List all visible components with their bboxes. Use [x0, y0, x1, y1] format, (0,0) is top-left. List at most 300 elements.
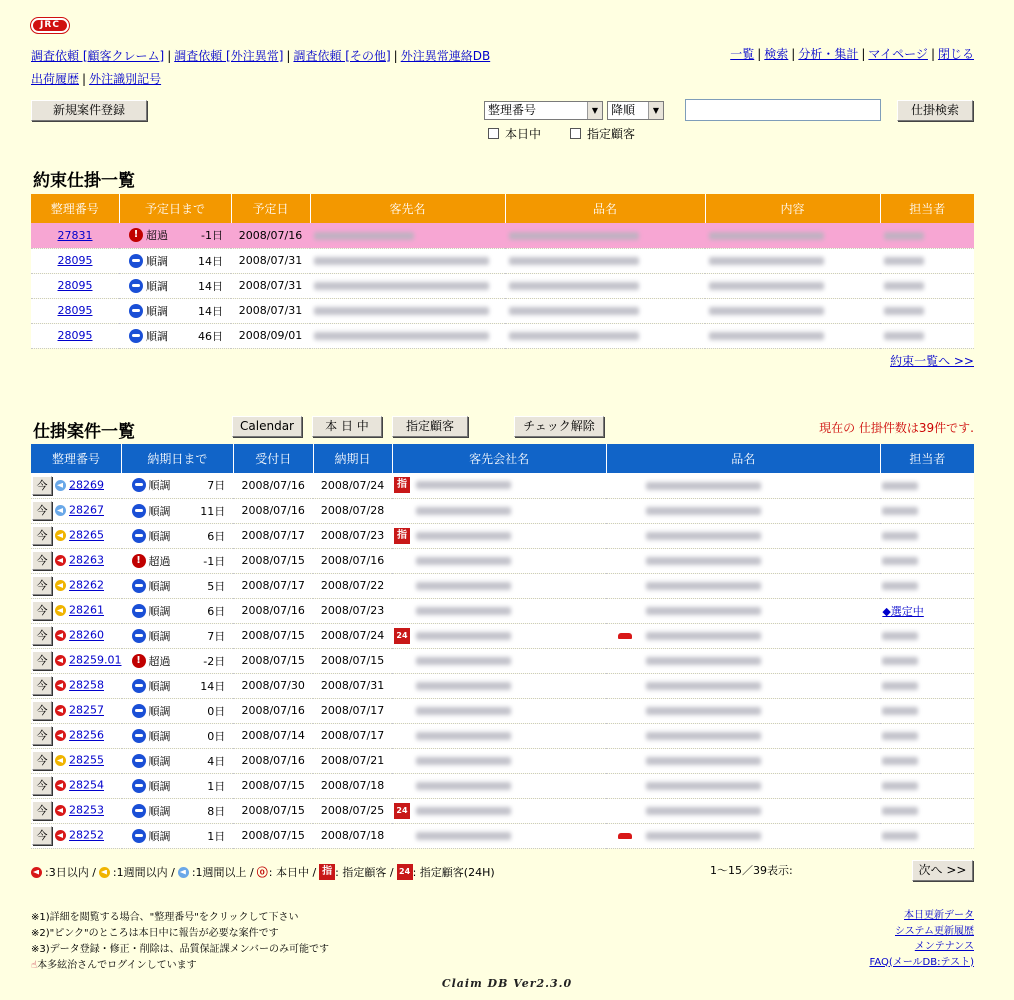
case-id-link[interactable]: 28260 — [69, 628, 104, 642]
sort-order-select[interactable] — [607, 101, 664, 120]
wip-row — [31, 698, 974, 723]
days-left: 7日 — [207, 479, 226, 493]
redacted-text — [884, 257, 924, 265]
status-text: 順調 — [148, 729, 171, 743]
jrc-logo: JRC — [31, 18, 69, 33]
note-2: ※2)"ピンク"のところは本日中に報告が必要な案件です — [31, 928, 279, 939]
redacted-text — [884, 307, 924, 315]
next-page-button[interactable]: 次へ >> — [912, 860, 973, 881]
status-text: 順調 — [148, 779, 171, 793]
redacted-text — [416, 707, 511, 715]
nav-link-customer-claim[interactable]: 調査依頼 [顧客クレーム] — [31, 49, 165, 63]
status-cell — [132, 653, 234, 669]
status-text: 順調 — [148, 679, 171, 693]
case-id-link[interactable]: 28095 — [57, 254, 93, 267]
calendar-button[interactable]: Calendar — [232, 416, 302, 437]
redacted-text — [882, 632, 918, 640]
status-text: 順調 — [148, 529, 171, 543]
redacted-text — [882, 832, 918, 840]
col-header: 予定日まで — [119, 194, 231, 223]
car-icon — [618, 633, 632, 639]
case-id-link[interactable]: 28095 — [57, 304, 93, 317]
nav-link-outsource-abnormal[interactable]: 調査依頼 [外注異常] — [174, 49, 284, 63]
days-left: 14日 — [200, 679, 226, 693]
system-history-link[interactable]: システム更新履歴 — [895, 925, 974, 937]
nav-link-shipping-history[interactable]: 出荷履歴 — [31, 72, 80, 86]
nav-link-outsource-db[interactable]: 外注異常連絡DB — [400, 49, 491, 63]
status-text: 順調 — [148, 604, 171, 618]
priority-icon — [55, 730, 66, 741]
redacted-text — [709, 282, 824, 290]
wip-header-row — [31, 444, 974, 473]
promise-row — [31, 248, 974, 273]
note-3: ※3)データ登録・修正・削除は、品質保証課メンバーのみ可能です — [31, 944, 329, 955]
due-date: 2008/07/23 — [313, 523, 392, 548]
overdue-icon: ! — [129, 228, 143, 242]
sort-order-value: 降順 — [611, 103, 636, 117]
legend-today-text: : 本日中 / — [268, 866, 317, 879]
uncheck-button[interactable]: チェック解除 — [514, 416, 604, 437]
redacted-text — [314, 282, 489, 290]
col-header: 内容 — [705, 194, 880, 223]
redacted-text — [882, 782, 918, 790]
status-cell — [132, 528, 234, 544]
days-left: 6日 — [207, 529, 226, 543]
designated-customer-24h-icon: 24 — [397, 864, 413, 880]
redacted-text — [709, 232, 824, 240]
case-id-link[interactable]: 28265 — [69, 528, 104, 542]
redacted-text — [509, 257, 639, 265]
status-cell — [132, 828, 234, 844]
checkbox-box[interactable] — [488, 128, 499, 139]
on-track-icon — [132, 704, 146, 718]
now-button[interactable]: 今 — [32, 501, 52, 520]
wip-row — [31, 473, 974, 498]
col-header: 品名 — [606, 444, 880, 473]
designated-customer-icon: 指 — [319, 864, 335, 880]
redacted-text — [884, 282, 924, 290]
redacted-text — [416, 782, 511, 790]
now-button[interactable]: 今 — [32, 626, 52, 645]
promise-row — [31, 223, 974, 248]
now-button[interactable]: 今 — [32, 826, 52, 845]
nav-link-other[interactable]: 調査依頼 [その他] — [293, 49, 391, 63]
on-track-icon — [129, 329, 143, 343]
redacted-text — [416, 682, 511, 690]
status-cell — [132, 728, 234, 744]
red-priority-icon — [31, 867, 42, 878]
case-id-link[interactable]: 28258 — [69, 678, 104, 692]
case-id-link[interactable]: 28252 — [69, 828, 104, 842]
promise-row — [31, 323, 974, 348]
blue-priority-icon — [178, 867, 189, 878]
promise-list-more-link[interactable]: 約束一覧へ >> — [890, 354, 974, 368]
wip-table — [31, 444, 974, 849]
priority-icon — [55, 505, 66, 516]
yellow-priority-icon — [99, 867, 110, 878]
login-status: 本多絃治さんでログインしています — [37, 960, 197, 971]
wip-search-button[interactable]: 仕掛検索 — [897, 100, 973, 121]
on-track-icon — [132, 579, 146, 593]
days-left: 14日 — [198, 254, 223, 268]
redacted-text — [314, 307, 489, 315]
redacted-text — [416, 757, 511, 765]
status-cell — [132, 553, 234, 569]
on-track-icon — [132, 754, 146, 768]
redacted-text — [646, 632, 761, 640]
received-date: 2008/07/30 — [233, 673, 313, 698]
due-date: 2008/07/16 — [313, 548, 392, 573]
status-text: 順調 — [148, 804, 171, 818]
redacted-text — [416, 657, 511, 665]
redacted-text — [646, 507, 761, 515]
received-date: 2008/07/16 — [233, 698, 313, 723]
col-header: 予定日 — [231, 194, 310, 223]
redacted-text — [646, 757, 761, 765]
wip-row — [31, 623, 974, 648]
case-id-link[interactable]: 28269 — [69, 478, 104, 492]
nav-link-close[interactable]: 閉じる — [937, 47, 974, 61]
case-id-link[interactable]: 28259.01 — [69, 653, 122, 667]
on-track-icon — [132, 604, 146, 618]
redacted-text — [709, 332, 824, 340]
received-date: 2008/07/17 — [233, 523, 313, 548]
status-text: 順調 — [148, 504, 171, 518]
priority-icon — [55, 555, 66, 566]
case-id-link[interactable]: 28253 — [69, 803, 104, 817]
days-left: 6日 — [207, 604, 226, 618]
received-date: 2008/07/15 — [233, 648, 313, 673]
case-id-link[interactable]: 28267 — [69, 503, 104, 517]
nav-link-outsource-code[interactable]: 外注識別記号 — [89, 72, 162, 86]
case-id-link[interactable]: 28254 — [69, 778, 104, 792]
status-cell — [129, 328, 231, 344]
redacted-text — [882, 732, 918, 740]
status-cell — [132, 628, 234, 644]
wip-row — [31, 823, 974, 848]
received-date: 2008/07/16 — [233, 473, 313, 498]
promise-row — [31, 273, 974, 298]
planned-date: 2008/07/16 — [231, 223, 310, 248]
on-track-icon — [132, 829, 146, 843]
wip-row — [31, 573, 974, 598]
days-left: 7日 — [207, 629, 226, 643]
priority-icon — [55, 830, 66, 841]
case-id-link[interactable]: 28255 — [69, 753, 104, 767]
designated-customer-24h-icon: 24 — [394, 803, 410, 819]
redacted-text — [416, 557, 511, 565]
now-button[interactable]: 今 — [32, 726, 52, 745]
redacted-text — [646, 582, 761, 590]
wip-row — [31, 648, 974, 673]
received-date: 2008/07/15 — [233, 798, 313, 823]
search-field-select[interactable] — [484, 101, 603, 120]
top-nav-right: 一覧 | 検索 | 分析・集計 | マイページ | 閉じる — [730, 47, 974, 61]
wip-row — [31, 748, 974, 773]
due-date: 2008/07/24 — [313, 473, 392, 498]
days-left: -2日 — [203, 654, 226, 668]
case-id-link[interactable]: 27831 — [57, 228, 93, 242]
planned-date: 2008/09/01 — [231, 323, 310, 348]
status-cell — [129, 253, 231, 269]
status-text: 順調 — [146, 279, 168, 293]
days-left: 11日 — [200, 504, 226, 518]
on-track-icon — [132, 679, 146, 693]
redacted-text — [646, 482, 761, 490]
faq-link[interactable]: FAQ(メールDB:テスト) — [869, 956, 974, 968]
status-cell — [132, 503, 234, 519]
col-header: 納期日 — [313, 444, 392, 473]
now-button[interactable]: 今 — [32, 801, 52, 820]
planned-date: 2008/07/31 — [231, 248, 310, 273]
now-button[interactable]: 今 — [32, 476, 52, 495]
nav-link-list[interactable]: 一覧 — [730, 47, 755, 61]
redacted-text — [882, 532, 918, 540]
days-left: -1日 — [203, 554, 226, 568]
redacted-text — [646, 557, 761, 565]
now-button[interactable]: 今 — [32, 701, 52, 720]
on-track-icon — [132, 504, 146, 518]
days-left: 46日 — [198, 329, 223, 343]
now-button[interactable]: 今 — [32, 676, 52, 695]
redacted-text — [314, 232, 414, 240]
promise-row — [31, 298, 974, 323]
due-date: 2008/07/23 — [313, 598, 392, 623]
legend-customer-text: : 指定顧客 / — [335, 866, 394, 879]
due-date: 2008/07/21 — [313, 748, 392, 773]
col-header: 担当者 — [880, 194, 974, 223]
priority-icon — [55, 705, 66, 716]
due-date: 2008/07/25 — [313, 798, 392, 823]
redacted-text — [882, 507, 918, 515]
redacted-text — [646, 832, 761, 840]
redacted-text — [884, 232, 924, 240]
redacted-text — [416, 807, 511, 815]
now-button[interactable]: 今 — [32, 551, 52, 570]
redacted-text — [882, 807, 918, 815]
now-button[interactable]: 今 — [32, 751, 52, 770]
now-button[interactable]: 今 — [32, 601, 52, 620]
redacted-text — [882, 557, 918, 565]
nav-link-search[interactable]: 検索 — [764, 47, 789, 61]
case-id-link[interactable]: 28256 — [69, 728, 104, 742]
priority-icon — [55, 680, 66, 691]
case-id-link[interactable]: 28262 — [69, 578, 104, 592]
redacted-text — [882, 757, 918, 765]
status-text: 順調 — [148, 579, 171, 593]
checkbox-box[interactable] — [570, 128, 581, 139]
customer-filter-button[interactable]: 指定顧客 — [392, 416, 468, 437]
status-text: 順調 — [148, 629, 171, 643]
due-date: 2008/07/24 — [313, 623, 392, 648]
priority-icon — [55, 530, 66, 541]
on-track-icon — [132, 729, 146, 743]
status-cell — [132, 578, 234, 594]
nav-link-mypage[interactable]: マイページ — [868, 47, 928, 61]
wip-row — [31, 723, 974, 748]
case-id-link[interactable]: 28261 — [69, 603, 104, 617]
today-alarm-icon: ⓞ — [256, 866, 268, 879]
legend — [31, 864, 495, 880]
assignee-link[interactable]: ◆選定中 — [882, 604, 924, 618]
status-text: 順調 — [148, 829, 171, 843]
chevron-down-icon: ▼ — [587, 102, 602, 119]
on-track-icon — [132, 478, 146, 492]
nav-link-analysis[interactable]: 分析・集計 — [798, 47, 859, 61]
redacted-text — [416, 832, 511, 840]
due-date: 2008/07/18 — [313, 773, 392, 798]
legend-customer24-text: : 指定顧客(24H) — [412, 866, 495, 879]
redacted-text — [416, 607, 511, 615]
on-track-icon — [129, 254, 143, 268]
days-left: 4日 — [207, 754, 226, 768]
now-button[interactable]: 今 — [32, 576, 52, 595]
promise-table — [31, 194, 974, 349]
redacted-text — [646, 807, 761, 815]
priority-icon — [55, 580, 66, 591]
due-date: 2008/07/17 — [313, 723, 392, 748]
status-text: 順調 — [148, 704, 171, 718]
due-date: 2008/07/17 — [313, 698, 392, 723]
status-cell — [132, 703, 234, 719]
redacted-text — [416, 632, 511, 640]
days-left: 14日 — [198, 304, 223, 318]
now-button[interactable]: 今 — [32, 651, 52, 670]
redacted-text — [882, 482, 918, 490]
status-cell — [129, 303, 231, 319]
customer-checkbox[interactable] — [570, 125, 635, 142]
redacted-text — [646, 682, 761, 690]
days-left: 8日 — [207, 804, 226, 818]
received-date: 2008/07/17 — [233, 573, 313, 598]
redacted-text — [509, 282, 639, 290]
received-date: 2008/07/16 — [233, 598, 313, 623]
search-input[interactable] — [685, 99, 881, 121]
redacted-text — [314, 257, 489, 265]
col-header: 客先会社名 — [392, 444, 606, 473]
on-track-icon — [129, 304, 143, 318]
now-button[interactable]: 今 — [32, 776, 52, 795]
redacted-text — [646, 707, 761, 715]
paging-text: 1～15／39表示: — [710, 864, 793, 877]
maintenance-link[interactable]: メンテナンス — [914, 941, 974, 952]
due-date: 2008/07/15 — [313, 648, 392, 673]
redacted-text — [646, 732, 761, 740]
today-checkbox-label: 本日中 — [505, 127, 542, 141]
redacted-text — [709, 307, 824, 315]
days-left: 0日 — [207, 704, 226, 718]
chevron-down-icon: ▼ — [648, 102, 663, 119]
status-text: 順調 — [148, 479, 171, 493]
wip-row — [31, 498, 974, 523]
status-cell — [132, 778, 234, 794]
status-cell — [132, 603, 234, 619]
redacted-text — [416, 481, 511, 489]
col-header: 納期日まで — [122, 444, 234, 473]
col-header: 品名 — [505, 194, 705, 223]
on-track-icon — [132, 529, 146, 543]
priority-icon — [55, 630, 66, 641]
wip-row — [31, 548, 974, 573]
status-cell — [132, 477, 234, 493]
days-left: 1日 — [207, 779, 226, 793]
version-footer: Claim DB Ver2.3.0 — [441, 977, 573, 990]
wip-list-title: 仕掛案件一覧 — [33, 422, 135, 442]
promise-list-title: 約束仕掛一覧 — [33, 171, 135, 191]
received-date: 2008/07/16 — [233, 748, 313, 773]
today-checkbox[interactable] — [488, 125, 541, 142]
priority-icon — [55, 655, 66, 666]
status-cell — [132, 753, 234, 769]
designated-customer-icon: 指 — [394, 528, 410, 544]
redacted-text — [882, 657, 918, 665]
due-date: 2008/07/31 — [313, 673, 392, 698]
redacted-text — [882, 582, 918, 590]
planned-date: 2008/07/31 — [231, 298, 310, 323]
new-case-button[interactable]: 新規案件登録 — [31, 100, 147, 121]
status-text: 超過 — [146, 229, 168, 243]
redacted-text — [416, 532, 511, 540]
wip-row — [31, 523, 974, 548]
case-id-link[interactable]: 28257 — [69, 703, 104, 717]
status-text: 順調 — [148, 754, 171, 768]
wip-row — [31, 598, 974, 623]
redacted-text — [314, 332, 489, 340]
redacted-text — [509, 232, 639, 240]
status-cell — [132, 678, 234, 694]
hand-pointer-icon: ☝ — [31, 960, 38, 971]
due-date: 2008/07/18 — [313, 823, 392, 848]
promise-header-row — [31, 194, 974, 223]
days-left: 1日 — [207, 829, 226, 843]
footer-links — [869, 908, 974, 970]
redacted-text — [882, 682, 918, 690]
now-button[interactable]: 今 — [32, 526, 52, 545]
due-date: 2008/07/22 — [313, 573, 392, 598]
days-left: 14日 — [198, 279, 223, 293]
today-updates-link[interactable]: 本日更新データ — [904, 910, 974, 921]
designated-customer-icon: 指 — [394, 477, 410, 493]
wip-row — [31, 798, 974, 823]
col-header: 整理番号 — [31, 444, 122, 473]
redacted-text — [884, 332, 924, 340]
on-track-icon — [132, 804, 146, 818]
priority-icon — [55, 780, 66, 791]
redacted-text — [509, 307, 639, 315]
received-date: 2008/07/15 — [233, 823, 313, 848]
status-cell — [129, 227, 231, 243]
overdue-icon: ! — [132, 554, 146, 568]
priority-icon — [55, 480, 66, 491]
received-date: 2008/07/16 — [233, 498, 313, 523]
case-id-link[interactable]: 28263 — [69, 553, 104, 567]
days-left: -1日 — [201, 229, 223, 243]
received-date: 2008/07/14 — [233, 723, 313, 748]
redacted-text — [646, 532, 761, 540]
legend-red-text: :3日以内 / — [45, 866, 96, 879]
planned-date: 2008/07/31 — [231, 273, 310, 298]
priority-icon — [55, 805, 66, 816]
col-header: 受付日 — [233, 444, 313, 473]
today-filter-button[interactable]: 本 日 中 — [312, 416, 382, 437]
case-id-link[interactable]: 28095 — [57, 329, 93, 342]
case-id-link[interactable]: 28095 — [57, 279, 93, 292]
on-track-icon — [132, 629, 146, 643]
priority-icon — [55, 605, 66, 616]
status-cell — [132, 803, 234, 819]
received-date: 2008/07/15 — [233, 623, 313, 648]
redacted-text — [646, 782, 761, 790]
